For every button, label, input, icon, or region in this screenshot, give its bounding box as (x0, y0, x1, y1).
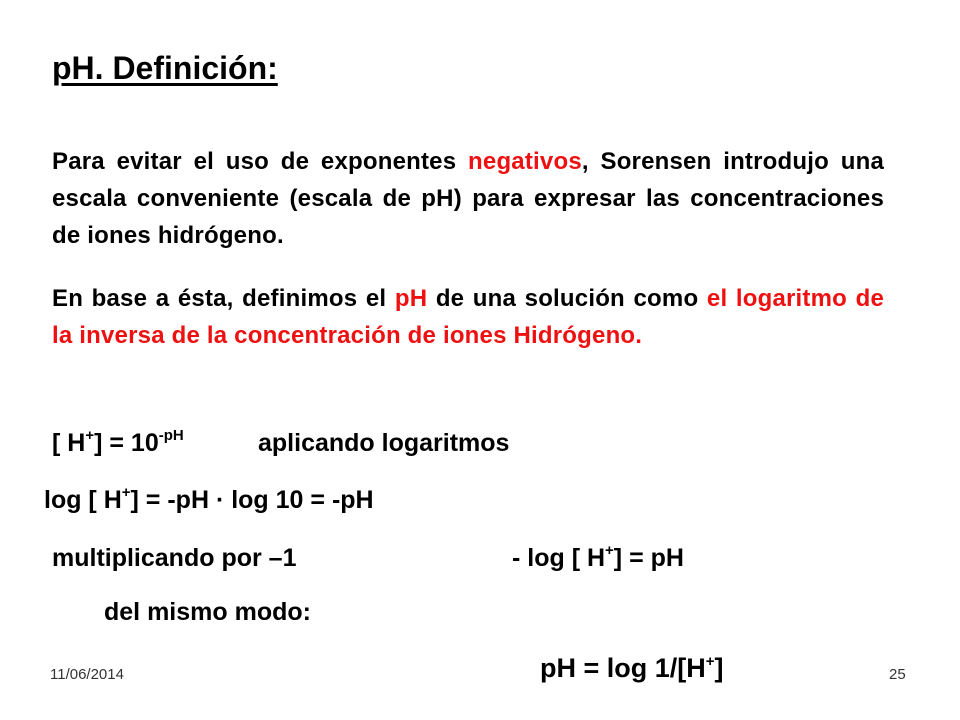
footer-date: 11/06/2014 (50, 666, 124, 683)
definition-paragraph (52, 280, 884, 354)
definition-text-2: de una solución como (427, 285, 707, 312)
definition-highlight-logarithm: el logaritmo de la inversa de la concentración de iones Hidrógeno. (52, 285, 884, 349)
footer-page-number: 25 (889, 666, 906, 683)
likewise-note: del mismo modo: (104, 598, 311, 626)
eq1-open: [ H (52, 429, 86, 457)
eq3-superscript-plus: + (605, 542, 614, 559)
equation-note-applying-logs: aplicando logaritmos (258, 429, 510, 457)
equation-log (44, 485, 374, 515)
eq1-superscript-exponent: -pH (158, 427, 184, 444)
intro-highlight-negativos: negativos (468, 148, 582, 175)
eq2-pre: log [ H (44, 486, 122, 514)
equation-ph-final (540, 653, 724, 683)
definition-highlight-ph: pH (394, 285, 428, 312)
intro-text-2: , Sorensen introdujo una escala conveniente (escala de pH) para expresar las concentraciones de iones hidrógeno. (52, 148, 884, 249)
eq1-mid: ] = 10 (94, 429, 159, 457)
eq1-superscript-plus: + (85, 427, 95, 444)
eq3-pre: - log [ H (512, 544, 606, 572)
equation-negative-log (512, 543, 684, 573)
equation-multiply-note: multiplicando por –1 (52, 544, 297, 572)
eq5-superscript-plus: + (705, 653, 715, 670)
eq3-post: ] = pH (613, 544, 684, 572)
definition-text-1: En base a ésta, definimos el (52, 285, 395, 312)
eq5-post: ] (714, 653, 724, 683)
intro-paragraph (52, 143, 884, 254)
equation-concentration (52, 428, 184, 458)
eq2-superscript-plus: + (121, 484, 131, 501)
eq5-pre: pH = log 1/[H (540, 653, 706, 683)
intro-text-1: Para evitar el uso de exponentes (52, 148, 469, 175)
eq2-post: ] = -pH · log 10 = -pH (130, 486, 374, 514)
slide-title: pH. Definición: (52, 50, 278, 86)
